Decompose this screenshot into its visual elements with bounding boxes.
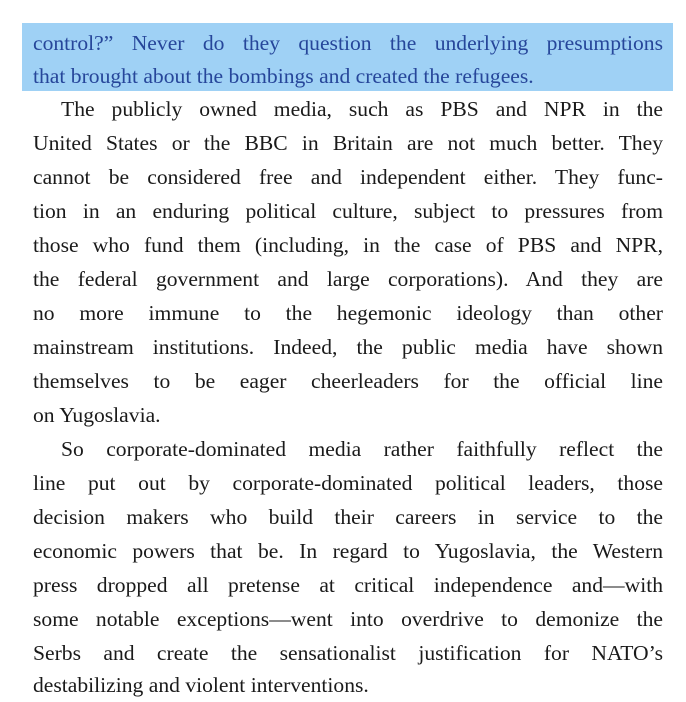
paragraph-2-line-7: Serbs and create the sensationalist justification for NATO’s <box>33 641 663 665</box>
paragraph-1-line-8: mainstream institutions. Indeed, the public media have shown <box>33 335 663 359</box>
paragraph-2-line-4: economic powers that be. In regard to Yugoslavia, the Western <box>33 539 663 563</box>
paragraph-1-line-6: the federal government and large corporations). And they are <box>33 267 663 291</box>
paragraph-1-line-3: cannot be considered free and independent either. They func- <box>33 165 663 189</box>
paragraph-2-line-8: destabilizing and violent interventions. <box>33 673 369 697</box>
highlighted-line-1[interactable]: control?” Never do they question the underlying presumptions <box>33 31 663 55</box>
paragraph-1-line-7: no more immune to the hegemonic ideology than other <box>33 301 663 325</box>
paragraph-2-line-3: decision makers who build their careers in service to the <box>33 505 663 529</box>
paragraph-2-line-5: press dropped all pretense at critical independence and—with <box>33 573 663 597</box>
paragraph-1-line-9: themselves to be eager cheerleaders for the official line <box>33 369 663 393</box>
paragraph-1-line-4: tion in an enduring political culture, subject to pressures from <box>33 199 663 223</box>
paragraph-1-line-1: The publicly owned media, such as PBS and NPR in the <box>61 97 663 121</box>
paragraph-2-line-2: line put out by corporate-dominated political leaders, those <box>33 471 663 495</box>
paragraph-1-line-5: those who fund them (including, in the case of PBS and NPR, <box>33 233 663 257</box>
highlighted-line-2[interactable]: that brought about the bombings and created the refugees. <box>33 64 534 88</box>
paragraph-1-line-10: on Yugoslavia. <box>33 403 161 427</box>
paragraph-2-line-1: So corporate-dominated media rather faithfully reflect the <box>61 437 663 461</box>
paragraph-1-line-2: United States or the BBC in Britain are not much better. They <box>33 131 663 155</box>
paragraph-2-line-6: some notable exceptions—went into overdrive to demonize the <box>33 607 663 631</box>
